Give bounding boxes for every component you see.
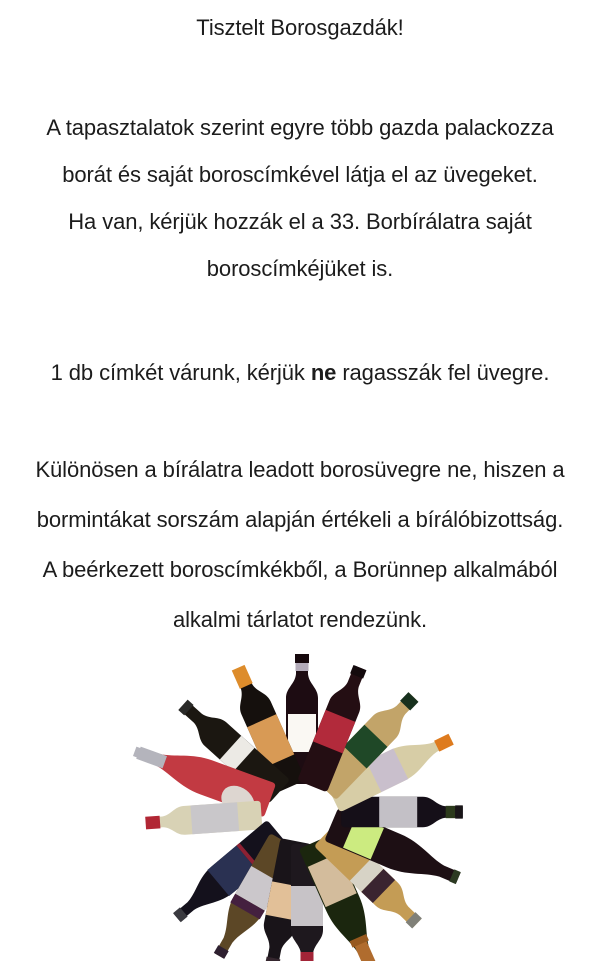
text-line: A beérkezett boroscímkékből, a Borünnep alkalmából <box>42 557 558 582</box>
text-segment: 1 db címkét várunk, kérjük <box>50 360 311 385</box>
bottle-cap <box>295 654 309 663</box>
paragraph-bottling <box>0 104 600 292</box>
emphasized-word: ne <box>310 360 337 385</box>
wine-bottles-circle-image <box>130 646 470 961</box>
wine-bottle <box>145 801 263 838</box>
text-line: A tapasztalatok szerint egyre több gazda palackozza <box>46 115 554 140</box>
text-segment: ragasszák fel üvegre. <box>336 360 550 385</box>
text-line: alkalmi tárlatot rendezünk. <box>172 607 428 632</box>
bottle-neck-glass <box>446 806 456 818</box>
text-line: Különösen a bírálatra leadott borosüvegre ne, hiszen a <box>35 457 565 482</box>
paragraph-exhibition <box>0 445 600 645</box>
bottle-label <box>190 802 239 834</box>
text-line: bormintákat sorszám alapján értékeli a bírálóbizottság. <box>36 507 564 532</box>
text-line: boroscímkéjüket is. <box>206 256 394 281</box>
paragraph-label-request <box>0 349 600 396</box>
bottle-cap <box>455 805 463 818</box>
text-line: borát és saját boroscímkével látja el az üvegeket. <box>62 162 538 187</box>
page-title: Tisztelt Borosgazdák! <box>196 15 404 40</box>
bottle-cap <box>145 816 160 830</box>
bottle-foil <box>136 747 167 769</box>
bottle-foil-band <box>296 663 309 671</box>
bottle-label <box>379 797 417 827</box>
bottle-neck-capsule <box>301 952 314 961</box>
text-line: Ha van, kérjük hozzák el a 33. Borbírálatra saját <box>68 209 532 234</box>
